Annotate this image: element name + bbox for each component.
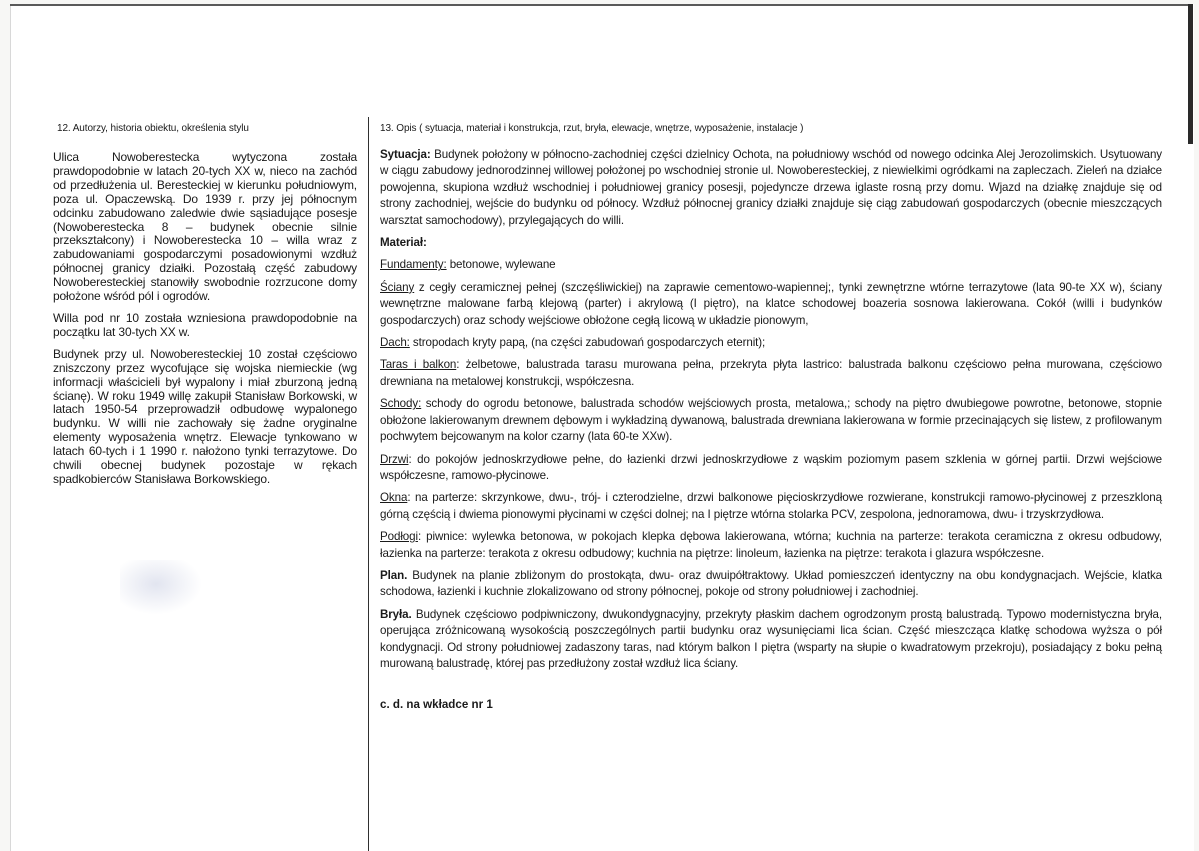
situation-paragraph <box>380 147 1162 229</box>
stairs-label: Schody: <box>380 397 422 411</box>
situation-text: Budynek położony w północno-zachodniej części dzielnicy Ochota, na południowy wschód od nowego odcinka Alej Jerozolimskich. Usytuowany w ciągu zabudowy jednorodzinnej willowej położonej po wschodniej stronie ul. Nowoberesteckiej, z niewielkimi ogródkami na zapleczach. Zieleń na działce powojenna, skupiona wzdłuż wschodniej i południowej granicy posesji, pojedyncze drzewa iglaste rosną przy domu. Wjazd na działkę znajduje się od strony zachodniej, wejście do budynku od północy. Wzdłuż północnej granicy działki znajduje się ciąg zabudowań gospodarczych (obecnie mieszczących warsztat samochodowy), przylegających do willi. <box>380 148 1162 227</box>
windows-label: Okna <box>380 491 408 505</box>
walls-label: Ściany <box>380 280 415 294</box>
terrace-text: : żelbetowe, balustrada tarasu murowana pełna, przekryta płyta lastrico: balustrada balkonu częściowo pełna murowana, częściowo drewniana na metalowej konstrukcji, współczesna. <box>380 358 1162 388</box>
roof-paragraph <box>380 335 1162 351</box>
massing-text: Budynek częściowo podpiwniczony, dwukondygnacyjny, przekryty płaskim dachem ogrodzonym prostą balustradą. Typowo modernistyczna bryła, operująca zróżnicowaną wysokością poszczególnych partii budynku oraz wysunięciami lica ścian. Część mieszcząca klatkę schodowa wyższa o pół kondygnacji. Od strony południowej zadaszony taras, nad którym balkon I piętra (wsparty na słupie o kwadratowym przekroju), posiadający z boku pełną murowaną balustradę, której pas przedłużony został wzdłuż lica ściany. <box>380 607 1162 670</box>
floors-paragraph <box>380 529 1162 562</box>
terrace-label: Taras i balkon <box>380 358 457 372</box>
plan-text: Budynek na planie zbliżonym do prostokąta, dwu- oraz dwuipółtraktowy. Układ pomieszczeń identyczny na obu kondygnacjach. Wejście, klatka schodowa, łazienki i kuchnie zlokalizowano od strony północnej, pokoje od strony południowej i zachodniej. <box>380 568 1162 599</box>
stairs-paragraph <box>380 396 1162 445</box>
history-paragraph-1: Ulica Nowoberestecka wytyczona została prawdopodobnie w latach 20-tych XX w, nieco na zachód od przedłużenia ul. Beresteckiej w kierunku południowym, poza ul. Opaczewską. Do 1939 r. przy jej północnym odcinku zabudowano zaledwie dwie sąsiadujące posesje (Nowoberestecka 8 – budynek obecnie silnie przekształcony) i Nowoberestecka 10 – willa wraz z zabudowaniami gospodarczymi posadowionymi wzdłuż północnej granicy działki. Pozostałą część zabudowy Nowoberesteckiej stanowiły swobodnie rozrzucone domy położone wśród pól i ogrodów. <box>53 150 357 304</box>
massing-paragraph <box>380 607 1162 673</box>
ink-smudge <box>120 560 210 620</box>
windows-paragraph <box>380 490 1162 523</box>
history-paragraph-3: Budynek przy ul. Nowoberesteckiej 10 został częściowo zniszczony przez wycofujące się wojska niemieckie (wg informacji właścicieli był wypalony i miał zburzoną jedną ścianę). W roku 1949 willę zakupił Stanisław Borkowski, w latach 1950-54 przeprowadził odbudowę wypalonego budynku. W willi nie zachowały się żadne oryginalne elementy wyposażenia wnętrz. Elewacje tynkowano w latach 60-tych i 1 1990 r. nałożono tynki terrazytowe. Do chwili obecnej budynek pozostaje w rękach spadkobierców Stanisława Borkowskiego. <box>53 346 357 486</box>
scan-edge-top <box>10 4 1193 6</box>
plan-paragraph <box>380 568 1162 601</box>
situation-label: Sytuacja: <box>380 148 431 161</box>
roof-text: stropodach kryty papą, (na części zabudowań gospodarczych eternit); <box>409 336 766 350</box>
terrace-paragraph <box>380 357 1162 390</box>
left-column <box>53 122 357 495</box>
material-label: Materiał: <box>380 236 427 250</box>
walls-paragraph <box>380 280 1162 329</box>
roof-label: Dach: <box>380 336 410 350</box>
section-12-header: 12. Autorzy, historia obiektu, określenia stylu <box>57 123 249 134</box>
floors-text: : piwnice: wylewka betonowa, w pokojach klepka dębowa lakierowana, wtórna; kuchnia na parterze: terakota ceramiczna z okresu odbudowy, łazienka na parterze: terakota z okresu odbudowy; kuchnia na piętrze: linoleum, łazienka na piętrze: terakota i glazura współczesne. <box>380 530 1162 560</box>
floors-label: Podłogi <box>380 530 418 544</box>
column-divider <box>368 117 369 851</box>
foundations-paragraph <box>380 257 1162 273</box>
plan-label: Plan. <box>380 568 408 582</box>
foundations-text: betonowe, wylewane <box>446 258 556 272</box>
doors-label: Drzwi <box>380 452 409 466</box>
windows-text: : na parterze: skrzynkowe, dwu-, trój- i czterodzielne, drzwi balkonowe pięcioskrzydłowe rozwierane, konstrukcji ramowo-płycinowej z przeszkloną górną częścią i dwiema pionowymi płycinami w części dolnej; na I piętrze wtórna stolarka PCV, zespolona, jednoramowa, dwu- i trzyskrzydłowa. <box>380 491 1162 521</box>
history-paragraph-2: Willa pod nr 10 została wzniesiona prawdopodobnie na początku lat 30-tych XX w. <box>53 310 357 339</box>
doors-paragraph <box>380 452 1162 485</box>
foundations-label: Fundamenty: <box>380 258 447 272</box>
doors-text: : do pokojów jednoskrzydłowe pełne, do łazienki drzwi jednoskrzydłowe z wąskim poziomym pasem szklenia w górnej partii. Drzwi wejściowe współczesne, ramowo-płycinowe. <box>380 452 1162 482</box>
walls-text: z cegły ceramicznej pełnej (szczęśliwickiej) na zaprawie cementowo-wapiennej;, tynki zewnętrzne wtórne terrazytowe (lata 90-te XX w), ściany wewnętrzne malowane farbą klejową (parter) i akrylową (I piętro), na klatce schodowej boazeria sosnowa lakierowana. Cokół (willi i budynków gospodarczych) oraz schody wejściowe obłożone cegłą licową w układzie pionowym, <box>380 280 1162 327</box>
scan-edge-right <box>1188 4 1193 144</box>
massing-label: Bryła. <box>380 607 412 621</box>
continuation-note: c. d. na wkładce nr 1 <box>380 698 493 712</box>
right-column <box>380 122 1162 723</box>
stairs-text: schody do ogrodu betonowe, balustrada schodów wejściowych prosta, metalowa,; schody na piętro dwubiegowe powrotne, betonowe, stopnie obłożone lakierowanym drewnem dębowym i wykładziną dywanową, balustrada drewniana lakierowana w formie przecinających się listew, z profilowanym pochwytem bejcowanym na kolor czarny (lata 60-te XXw). <box>380 397 1162 444</box>
section-13-header: 13. Opis ( sytuacja, materiał i konstrukcja, rzut, bryła, elewacje, wnętrze, wyposażenie, instalacje ) <box>380 123 804 134</box>
